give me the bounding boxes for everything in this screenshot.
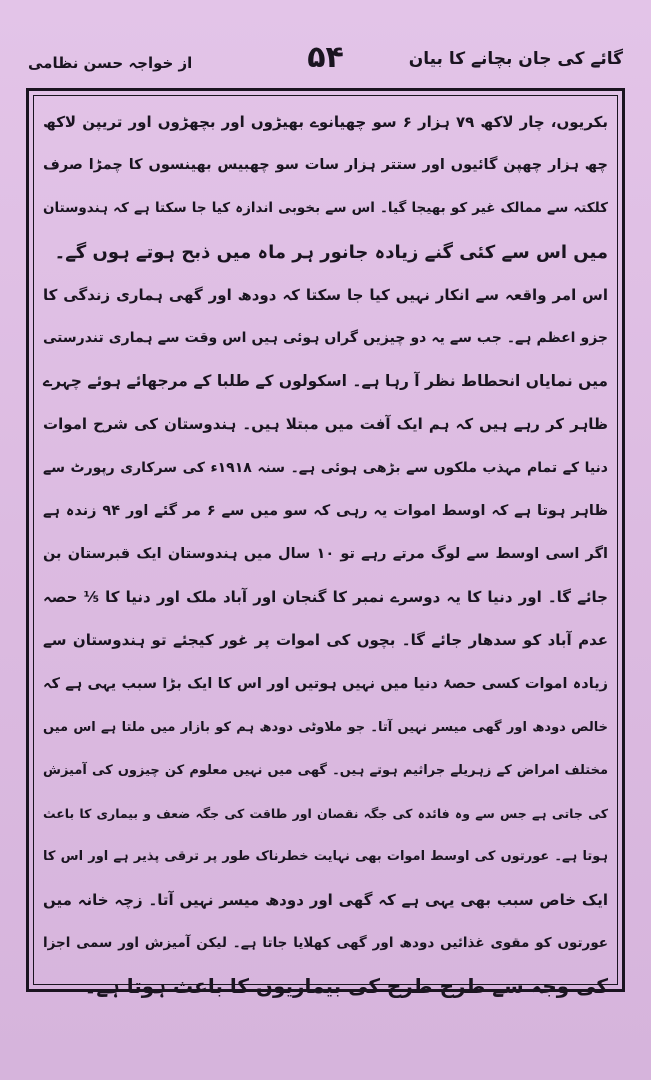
text-line: جائے گا۔ اور دنیا کا یہ دوسرے نمبر کا گنجان اور آباد ملک اور دنیا کا ⅕ حصہ: [43, 588, 608, 607]
text-line: چھ ہزار چھپن گائیوں اور ستتر ہزار سات سو چھبیس بھینسوں کا چمڑا صرف: [43, 157, 608, 174]
text-line: میں نمایاں انحطاط نظر آ رہا ہے۔ اسکولوں کے طلبا کے مرجھائے ہوئے چہرے: [43, 372, 608, 391]
chapter-title: گائے کی جان بچانے کا بیان: [408, 49, 623, 69]
text-line: میں اس سے کئی گنے زیادہ جانور ہر ماہ میں ذبح ہوتے ہوں گے۔: [54, 241, 608, 263]
text-line: کی وجہ سے طرح طرح کی بیماریوں کا باعث ہوتا ہے۔: [84, 974, 608, 999]
text-line: عورتوں کو مقوی غذائیں دودھ اور گھی کھلایا جاتا ہے۔ لیکن آمیزش اور سمی اجزا: [43, 934, 608, 951]
text-line: ہوتا ہے۔ عورتوں کی اوسط اموات بھی نہایت خطرناک طور پر ترقی پذیر ہے اور اس کا: [43, 849, 608, 865]
author-name: از خواجہ حسن نظامی: [28, 54, 193, 72]
text-line: کی جاتی ہے جس سے وہ فائدہ کی جگہ نقصان اور طاقت کی جگہ ضعف و بیماری کا باعث: [43, 806, 608, 822]
text-line: زیادہ اموات کسی حصۂ دنیا میں نہیں ہوتیں اور اس کا ایک بڑا سبب یہی ہے کہ: [43, 675, 608, 692]
text-line: ایک خاص سبب بھی یہی ہے کہ گھی اور دودھ میسر نہیں آتا۔ زچہ خانہ میں: [43, 890, 608, 909]
page-header: [24, 40, 627, 90]
text-line: مختلف امراض کے زہریلے جراثیم ہوتے ہیں۔ گھی میں نہیں معلوم کن چیزوں کی آمیزش: [43, 763, 608, 779]
text-frame: [26, 88, 625, 999]
text-line: جزو اعظم ہے۔ جب سے یہ دو چیزیں گراں ہوئی ہیں اس وقت سے ہماری تندرستی: [43, 330, 608, 347]
text-line: بکریوں، چار لاکھ ۷۹ ہزار ۶ سو چھیانوے بھیڑوں اور بچھڑوں اور تریپن لاکھ: [43, 113, 609, 131]
text-line: خالص دودھ اور گھی میسر نہیں آتا۔ جو ملاوٹی دودھ ہم کو بازار میں ملتا ہے اس میں: [43, 719, 608, 735]
page-number: ۵۴: [307, 40, 344, 75]
text-line: ظاہر ہوتا ہے کہ اوسط اموات یہ رہی کہ سو میں سے ۶ مر گئے اور ۹۴ زندہ ہے: [43, 502, 608, 519]
text-line: اگر اسی اوسط سے لوگ مرتے رہے تو ۱۰ سال میں ہندوستان ایک قبرستان بن: [43, 546, 608, 563]
text-line: عدم آباد کو سدھار جائے گا۔ بچوں کی اموات پر غور کیجئے تو ہندوستان سے: [43, 631, 608, 650]
text-line: کلکتہ سے ممالک غیر کو بھیجا گیا۔ اس سے بخوبی اندازہ کیا جا سکتا ہے کہ ہندوستان: [43, 200, 608, 217]
text-line: دنیا کے تمام مہذب ملکوں سے بڑھی ہوئی ہے۔ سنہ ۱۹۱۸ء کی سرکاری رپورٹ سے: [43, 459, 608, 476]
body-text: [43, 101, 608, 1008]
text-line: اس امر واقعہ سے انکار نہیں کیا جا سکتا کہ دودھ اور گھی ہماری زندگی کا: [43, 285, 608, 304]
text-line: ظاہر کر رہے ہیں کہ ہم ایک آفت میں مبتلا ہیں۔ ہندوستان کی شرح اموات: [43, 415, 608, 434]
